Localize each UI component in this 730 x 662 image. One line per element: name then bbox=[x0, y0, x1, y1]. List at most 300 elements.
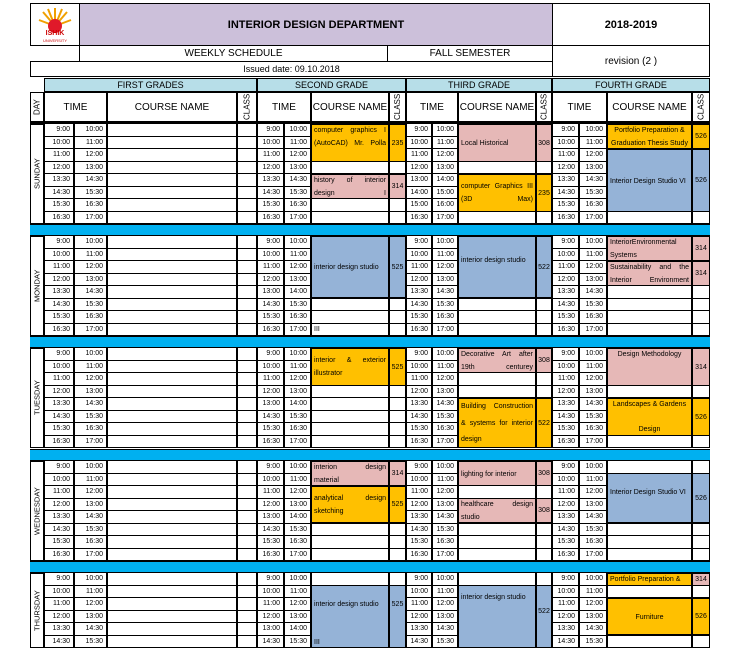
issued-date: Issued date: 09.10.2018 bbox=[30, 61, 553, 77]
course-cell bbox=[107, 436, 237, 449]
course-cell bbox=[458, 324, 536, 337]
col-course-2: COURSE NAME bbox=[311, 92, 389, 122]
time-end: 12:00 bbox=[74, 598, 107, 611]
course-block: interior design studio III bbox=[311, 236, 389, 298]
semester-label: FALL SEMESTER bbox=[387, 45, 553, 62]
col-course-1: COURSE NAME bbox=[107, 92, 237, 122]
time-end: 16:30 bbox=[284, 199, 311, 212]
course-cell bbox=[458, 212, 536, 225]
class-cell bbox=[389, 386, 406, 399]
time-start: 10:00 bbox=[552, 586, 579, 599]
time-end: 13:00 bbox=[284, 611, 311, 624]
time-start: 15:30 bbox=[552, 199, 579, 212]
time-end: 12:00 bbox=[284, 149, 311, 162]
time-end: 10:00 bbox=[74, 236, 107, 249]
course-block: Sustainability and the Interior Environment bbox=[607, 261, 692, 286]
time-start: 16:30 bbox=[257, 212, 284, 225]
course-cell bbox=[107, 536, 237, 549]
class-cell bbox=[536, 573, 552, 586]
time-end: 13:00 bbox=[432, 162, 458, 175]
time-start: 11:00 bbox=[552, 373, 579, 386]
class-cell bbox=[237, 174, 257, 187]
time-start: 15:30 bbox=[406, 423, 432, 436]
time-end: 10:00 bbox=[432, 348, 458, 361]
class-cell bbox=[237, 636, 257, 649]
day-label: TUESDAY bbox=[30, 348, 44, 448]
time-start: 10:00 bbox=[406, 137, 432, 150]
class-cell bbox=[237, 611, 257, 624]
class-cell bbox=[237, 511, 257, 524]
class-cell bbox=[536, 549, 552, 562]
time-end: 17:00 bbox=[74, 324, 107, 337]
course-cell bbox=[107, 474, 237, 487]
time-end: 10:00 bbox=[579, 573, 607, 586]
course-block: Decorative Art after 19th centurey bbox=[458, 348, 536, 373]
course-cell bbox=[311, 324, 389, 337]
course-block: computer graphics I (AutoCAD) Mr. Polla bbox=[311, 124, 389, 162]
class-cell bbox=[389, 212, 406, 225]
time-start: 10:00 bbox=[552, 249, 579, 262]
course-cell bbox=[311, 536, 389, 549]
class-number: 308 bbox=[536, 124, 552, 162]
course-block: healthcare design studio bbox=[458, 498, 536, 523]
course-cell bbox=[107, 511, 237, 524]
course-cell bbox=[607, 536, 692, 549]
time-end: 13:00 bbox=[284, 274, 311, 287]
time-end: 17:00 bbox=[74, 549, 107, 562]
time-start: 13:30 bbox=[44, 511, 74, 524]
time-start: 9:00 bbox=[406, 461, 432, 474]
class-cell bbox=[237, 299, 257, 312]
logo bbox=[30, 3, 80, 46]
course-cell bbox=[107, 261, 237, 274]
time-end: 17:00 bbox=[579, 212, 607, 225]
time-end: 17:00 bbox=[74, 212, 107, 225]
time-start: 15:30 bbox=[406, 536, 432, 549]
course-cell bbox=[107, 274, 237, 287]
time-end: 15:30 bbox=[579, 299, 607, 312]
course-cell bbox=[458, 536, 536, 549]
time-start: 12:00 bbox=[406, 162, 432, 175]
course-cell bbox=[607, 212, 692, 225]
day-label: WEDNESDAY bbox=[30, 461, 44, 561]
class-cell bbox=[692, 636, 710, 649]
course-cell bbox=[311, 549, 389, 562]
course-cell bbox=[311, 436, 389, 449]
time-end: 10:00 bbox=[432, 461, 458, 474]
time-end: 10:00 bbox=[74, 124, 107, 137]
course-cell bbox=[311, 212, 389, 225]
class-cell bbox=[237, 474, 257, 487]
time-end: 14:30 bbox=[74, 286, 107, 299]
time-end: 12:00 bbox=[284, 261, 311, 274]
time-end: 12:00 bbox=[74, 261, 107, 274]
logo-text: ISHIK bbox=[45, 30, 65, 37]
time-end: 17:00 bbox=[284, 212, 311, 225]
class-cell bbox=[237, 249, 257, 262]
class-number: 308 bbox=[536, 461, 552, 486]
time-start: 9:00 bbox=[257, 124, 284, 137]
time-start: 9:00 bbox=[44, 348, 74, 361]
course-cell bbox=[311, 162, 389, 175]
class-cell bbox=[237, 461, 257, 474]
class-number: 314 bbox=[692, 236, 710, 261]
time-end: 16:30 bbox=[284, 311, 311, 324]
course-cell bbox=[107, 611, 237, 624]
time-end: 15:30 bbox=[432, 524, 458, 537]
time-end: 11:00 bbox=[284, 586, 311, 599]
class-cell bbox=[692, 311, 710, 324]
grade-header-first: FIRST GRADES bbox=[44, 78, 257, 92]
class-cell bbox=[536, 311, 552, 324]
time-start: 9:00 bbox=[552, 236, 579, 249]
time-start: 15:30 bbox=[406, 311, 432, 324]
time-start: 14:30 bbox=[44, 299, 74, 312]
time-end: 13:00 bbox=[579, 386, 607, 399]
class-cell bbox=[237, 549, 257, 562]
course-cell bbox=[107, 623, 237, 636]
time-end: 13:00 bbox=[432, 274, 458, 287]
col-time-2: TIME bbox=[257, 92, 311, 122]
time-end: 14:30 bbox=[579, 623, 607, 636]
class-cell bbox=[237, 137, 257, 150]
course-line: Landscapes & Gardens bbox=[612, 401, 687, 408]
time-start: 16:30 bbox=[44, 436, 74, 449]
time-end: 17:00 bbox=[579, 436, 607, 449]
time-end: 12:00 bbox=[432, 373, 458, 386]
time-start: 15:30 bbox=[257, 536, 284, 549]
time-end: 11:00 bbox=[432, 137, 458, 150]
time-start: 16:30 bbox=[257, 549, 284, 562]
class-cell bbox=[237, 499, 257, 512]
time-start: 13:30 bbox=[44, 398, 74, 411]
time-end: 15:30 bbox=[74, 411, 107, 424]
class-cell bbox=[692, 286, 710, 299]
time-end: 17:00 bbox=[432, 324, 458, 337]
time-start: 10:00 bbox=[406, 249, 432, 262]
class-cell bbox=[389, 536, 406, 549]
course-cell bbox=[107, 386, 237, 399]
time-start: 11:00 bbox=[406, 149, 432, 162]
class-number: 526 bbox=[692, 598, 710, 635]
time-end: 16:30 bbox=[579, 311, 607, 324]
day-separator bbox=[30, 449, 710, 461]
time-end: 17:00 bbox=[74, 436, 107, 449]
time-end: 10:00 bbox=[74, 461, 107, 474]
time-start: 9:00 bbox=[552, 124, 579, 137]
time-start: 13:30 bbox=[552, 398, 579, 411]
course-block: Interior Design Studio VI bbox=[607, 149, 692, 212]
time-start: 13:00 bbox=[257, 286, 284, 299]
time-start: 12:00 bbox=[552, 162, 579, 175]
class-cell bbox=[536, 386, 552, 399]
course-cell bbox=[107, 636, 237, 649]
time-end: 15:30 bbox=[74, 187, 107, 200]
time-end: 14:00 bbox=[432, 174, 458, 187]
class-cell bbox=[692, 386, 710, 399]
time-end: 12:00 bbox=[432, 598, 458, 611]
time-end: 15:30 bbox=[74, 636, 107, 649]
course-block: interior design studio III bbox=[311, 585, 389, 648]
time-end: 10:00 bbox=[579, 348, 607, 361]
time-end: 11:00 bbox=[579, 137, 607, 150]
course-block: Portfolio Preparation & Graduation Thesis Study bbox=[607, 124, 692, 149]
class-cell bbox=[237, 398, 257, 411]
time-end: 12:00 bbox=[579, 261, 607, 274]
time-end: 11:00 bbox=[74, 586, 107, 599]
time-start: 16:30 bbox=[552, 324, 579, 337]
time-end: 11:00 bbox=[74, 249, 107, 262]
time-end: 16:30 bbox=[284, 423, 311, 436]
course-cell bbox=[311, 299, 389, 312]
time-end: 15:30 bbox=[284, 636, 311, 649]
time-end: 12:00 bbox=[579, 486, 607, 499]
time-start: 10:00 bbox=[552, 474, 579, 487]
time-start: 14:30 bbox=[257, 411, 284, 424]
time-start: 14:30 bbox=[44, 187, 74, 200]
course-cell bbox=[311, 411, 389, 424]
time-end: 13:00 bbox=[74, 274, 107, 287]
time-start: 10:00 bbox=[257, 249, 284, 262]
time-end: 16:30 bbox=[74, 423, 107, 436]
time-start: 13:30 bbox=[406, 623, 432, 636]
class-number: 308 bbox=[536, 498, 552, 523]
time-start: 14:30 bbox=[552, 411, 579, 424]
time-end: 14:30 bbox=[579, 286, 607, 299]
class-cell bbox=[389, 299, 406, 312]
class-cell bbox=[389, 573, 406, 586]
time-end: 14:00 bbox=[284, 511, 311, 524]
time-end: 11:00 bbox=[284, 137, 311, 150]
course-line: Design bbox=[638, 425, 661, 433]
class-cell bbox=[237, 261, 257, 274]
time-end: 13:00 bbox=[432, 386, 458, 399]
class-cell bbox=[237, 361, 257, 374]
time-end: 12:00 bbox=[579, 373, 607, 386]
time-start: 9:00 bbox=[257, 348, 284, 361]
time-end: 15:30 bbox=[74, 299, 107, 312]
time-start: 9:00 bbox=[552, 461, 579, 474]
time-start: 10:00 bbox=[44, 586, 74, 599]
time-start: 9:00 bbox=[406, 236, 432, 249]
class-cell bbox=[237, 124, 257, 137]
time-start: 9:00 bbox=[44, 236, 74, 249]
course-cell bbox=[107, 549, 237, 562]
time-end: 17:00 bbox=[284, 436, 311, 449]
course-block: Furniture bbox=[607, 598, 692, 635]
class-cell bbox=[692, 324, 710, 337]
time-end: 10:00 bbox=[579, 124, 607, 137]
time-end: 14:30 bbox=[74, 623, 107, 636]
time-start: 14:30 bbox=[406, 411, 432, 424]
class-cell bbox=[692, 524, 710, 537]
time-start: 14:30 bbox=[552, 187, 579, 200]
course-cell bbox=[107, 124, 237, 137]
time-start: 12:00 bbox=[44, 386, 74, 399]
course-block: analytical design sketching bbox=[311, 486, 389, 523]
time-start: 15:30 bbox=[257, 423, 284, 436]
time-start: 12:00 bbox=[257, 499, 284, 512]
time-end: 16:30 bbox=[579, 423, 607, 436]
time-start: 11:00 bbox=[552, 149, 579, 162]
time-start: 11:00 bbox=[406, 373, 432, 386]
time-start: 10:00 bbox=[406, 474, 432, 487]
time-end: 15:30 bbox=[579, 636, 607, 649]
class-cell bbox=[237, 386, 257, 399]
time-start: 12:00 bbox=[406, 499, 432, 512]
time-end: 13:00 bbox=[579, 162, 607, 175]
course-cell bbox=[107, 499, 237, 512]
course-block: interior design studio bbox=[458, 585, 536, 648]
time-start: 16:30 bbox=[406, 436, 432, 449]
time-start: 11:00 bbox=[552, 486, 579, 499]
course-cell bbox=[107, 411, 237, 424]
course-block: Local Historical bbox=[458, 124, 536, 162]
time-end: 12:00 bbox=[432, 149, 458, 162]
grade-header-second: SECOND GRADE bbox=[257, 78, 406, 92]
time-start: 15:30 bbox=[552, 311, 579, 324]
course-block: interior & exterior illustrator bbox=[311, 348, 389, 386]
class-cell bbox=[389, 524, 406, 537]
time-end: 13:00 bbox=[579, 274, 607, 287]
time-start: 10:00 bbox=[44, 249, 74, 262]
col-course-3: COURSE NAME bbox=[458, 92, 536, 122]
time-end: 12:00 bbox=[579, 598, 607, 611]
time-start: 12:00 bbox=[44, 274, 74, 287]
time-start: 13:30 bbox=[44, 286, 74, 299]
time-start: 12:00 bbox=[406, 611, 432, 624]
time-end: 14:30 bbox=[579, 511, 607, 524]
class-cell bbox=[237, 348, 257, 361]
class-cell bbox=[692, 549, 710, 562]
course-cell bbox=[107, 348, 237, 361]
time-end: 15:30 bbox=[579, 187, 607, 200]
time-start: 14:30 bbox=[257, 299, 284, 312]
time-end: 14:30 bbox=[432, 286, 458, 299]
class-number: 235 bbox=[536, 174, 552, 212]
time-end: 16:30 bbox=[74, 199, 107, 212]
time-start: 15:30 bbox=[44, 536, 74, 549]
time-end: 16:30 bbox=[432, 311, 458, 324]
time-end: 15:30 bbox=[284, 524, 311, 537]
time-end: 14:30 bbox=[432, 511, 458, 524]
time-start: 12:00 bbox=[552, 386, 579, 399]
time-end: 16:30 bbox=[579, 199, 607, 212]
time-start: 10:00 bbox=[257, 586, 284, 599]
time-end: 17:00 bbox=[432, 212, 458, 225]
course-cell bbox=[107, 324, 237, 337]
course-cell bbox=[607, 324, 692, 337]
time-start: 13:30 bbox=[552, 511, 579, 524]
time-start: 16:30 bbox=[406, 212, 432, 225]
class-number: 525 bbox=[389, 486, 406, 523]
time-start: 14:30 bbox=[552, 524, 579, 537]
course-cell bbox=[107, 149, 237, 162]
class-cell bbox=[237, 524, 257, 537]
class-number: 314 bbox=[389, 461, 406, 486]
logo-subtext: UNIVERSITY bbox=[42, 38, 67, 43]
course-cell bbox=[458, 549, 536, 562]
course-block bbox=[607, 398, 692, 436]
class-number: 526 bbox=[692, 149, 710, 212]
time-start: 11:00 bbox=[257, 373, 284, 386]
class-cell bbox=[237, 212, 257, 225]
time-start: 14:30 bbox=[257, 187, 284, 200]
time-start: 14:30 bbox=[44, 524, 74, 537]
class-cell bbox=[389, 199, 406, 212]
class-cell bbox=[237, 187, 257, 200]
class-cell bbox=[237, 149, 257, 162]
class-cell bbox=[536, 212, 552, 225]
class-cell bbox=[389, 436, 406, 449]
time-end: 14:00 bbox=[284, 398, 311, 411]
class-cell bbox=[389, 423, 406, 436]
time-start: 9:00 bbox=[552, 348, 579, 361]
time-start: 13:30 bbox=[552, 174, 579, 187]
time-end: 12:00 bbox=[432, 486, 458, 499]
time-end: 15:30 bbox=[579, 524, 607, 537]
time-start: 16:30 bbox=[406, 549, 432, 562]
time-end: 15:30 bbox=[284, 411, 311, 424]
class-number: 525 bbox=[389, 348, 406, 386]
time-end: 17:00 bbox=[284, 324, 311, 337]
time-end: 13:00 bbox=[284, 386, 311, 399]
course-cell bbox=[107, 174, 237, 187]
time-start: 11:00 bbox=[552, 261, 579, 274]
course-block: Interior Design Studio VI bbox=[607, 473, 692, 523]
time-start: 11:00 bbox=[44, 149, 74, 162]
time-end: 14:30 bbox=[284, 174, 311, 187]
time-start: 15:00 bbox=[406, 199, 432, 212]
time-end: 10:00 bbox=[284, 348, 311, 361]
time-start: 12:00 bbox=[406, 386, 432, 399]
class-number: 314 bbox=[389, 174, 406, 199]
time-start: 12:00 bbox=[44, 162, 74, 175]
time-end: 13:00 bbox=[432, 611, 458, 624]
time-end: 11:00 bbox=[432, 249, 458, 262]
time-start: 11:00 bbox=[406, 486, 432, 499]
course-cell bbox=[107, 236, 237, 249]
course-cell bbox=[311, 524, 389, 537]
department-title: INTERIOR DESIGN DEPARTMENT bbox=[79, 3, 553, 46]
time-end: 11:00 bbox=[74, 361, 107, 374]
time-start: 13:00 bbox=[257, 511, 284, 524]
course-cell bbox=[458, 524, 536, 537]
time-end: 12:00 bbox=[74, 486, 107, 499]
class-number: 522 bbox=[536, 398, 552, 448]
time-start: 14:30 bbox=[257, 524, 284, 537]
time-end: 17:00 bbox=[432, 549, 458, 562]
time-end: 10:00 bbox=[432, 124, 458, 137]
time-start: 13:30 bbox=[44, 623, 74, 636]
time-start: 11:00 bbox=[44, 373, 74, 386]
time-end: 15:00 bbox=[432, 187, 458, 200]
col-class-1: CLASS bbox=[237, 92, 257, 122]
class-cell bbox=[237, 573, 257, 586]
class-cell bbox=[237, 623, 257, 636]
time-end: 10:00 bbox=[284, 236, 311, 249]
class-cell bbox=[237, 423, 257, 436]
time-end: 13:00 bbox=[74, 499, 107, 512]
class-cell bbox=[237, 598, 257, 611]
time-start: 15:30 bbox=[552, 423, 579, 436]
time-start: 12:00 bbox=[257, 162, 284, 175]
class-number: 525 bbox=[389, 236, 406, 298]
class-cell bbox=[237, 373, 257, 386]
course-cell bbox=[107, 586, 237, 599]
class-cell bbox=[237, 411, 257, 424]
time-start: 14:30 bbox=[552, 299, 579, 312]
